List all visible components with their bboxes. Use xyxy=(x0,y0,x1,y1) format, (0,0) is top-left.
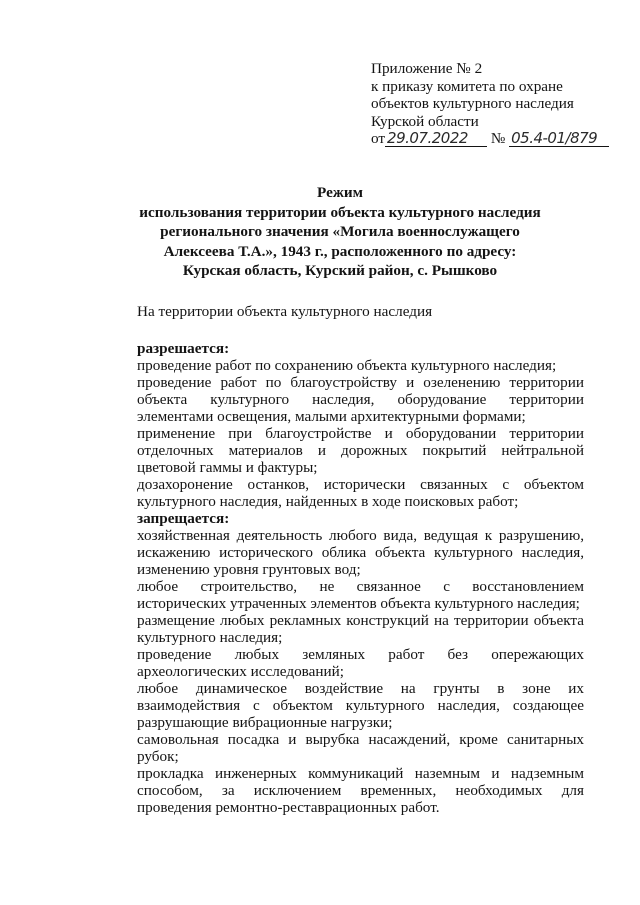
annex-from-prefix: от xyxy=(371,130,386,147)
handwritten-number: 05.4-01/879 xyxy=(509,131,609,147)
list-item: любое строительство, не связанное с восстановлением исторических утраченных элементов объекта культурного наследия; xyxy=(137,578,584,612)
list-item: самовольная посадка и вырубка насаждений, кроме санитарных рубок; xyxy=(137,731,584,765)
prohibited-heading: запрещается: xyxy=(137,510,230,527)
annex-title: Приложение № 2 xyxy=(371,60,483,77)
list-item: проведение работ по сохранению объекта культурного наследия; xyxy=(137,357,557,374)
annex-number-prefix: № xyxy=(490,130,506,147)
document-title xyxy=(60,183,620,281)
list-item: хозяйственная деятельность любого вида, ведущая к разрушению, искажению исторического облика объекта культурного наследия, изменению уровня грунтовых вод; xyxy=(137,527,584,578)
prohibited-list xyxy=(94,527,584,816)
list-item: любое динамическое воздействие на грунты в зоне их взаимодействия с объектом культурного наследия, создающее разрушающие вибрационные нагрузки; xyxy=(137,680,584,731)
title-line-5: Курская область, Курский район, с. Рышково xyxy=(182,262,498,279)
permitted-heading: разрешается: xyxy=(137,340,230,357)
list-item: применение при благоустройстве и оборудовании территории отделочных материалов и дорожных покрытий нейтральной цветовой гаммы и фактуры; xyxy=(137,425,584,476)
regime-body xyxy=(94,340,584,816)
annex-region-line: Курской области xyxy=(371,112,479,130)
annex-order-line: к приказу комитета по охране xyxy=(371,77,563,95)
title-line-4: Алексеева Т.А.», 1943 г., расположенного по адресу: xyxy=(163,242,517,260)
list-item: дозахоронение останков, исторически связанных с объектом культурного наследия, найденных в ходе поисковых работ; xyxy=(137,476,584,510)
title-line-2: использования территории объекта культурного наследия xyxy=(139,203,541,221)
annex-date-number-line xyxy=(371,130,631,148)
intro-text: На территории объекта культурного наследия xyxy=(137,303,433,320)
annex-block xyxy=(371,60,631,148)
list-item: прокладка инженерных коммуникаций наземным и надземным способом, за исключением временных, необходимых для проведения ремонтно-реставрационных работ. xyxy=(137,765,584,816)
title-line-3: регионального значения «Могила военнослужащего xyxy=(160,223,520,240)
annex-committee-line: объектов культурного наследия xyxy=(371,95,574,112)
list-item: проведение любых земляных работ без опережающих археологических исследований; xyxy=(137,646,584,680)
list-item: размещение любых рекламных конструкций на территории объекта культурного наследия; xyxy=(137,612,584,646)
list-item: проведение работ по благоустройству и озеленению территории объекта культурного наследия, оборудование территории элементами освещения, малыми архитектурными формами; xyxy=(137,374,584,425)
handwritten-date: 29.07.2022 xyxy=(385,131,487,147)
title-line-1: Режим xyxy=(317,184,363,201)
permitted-list xyxy=(94,357,584,510)
